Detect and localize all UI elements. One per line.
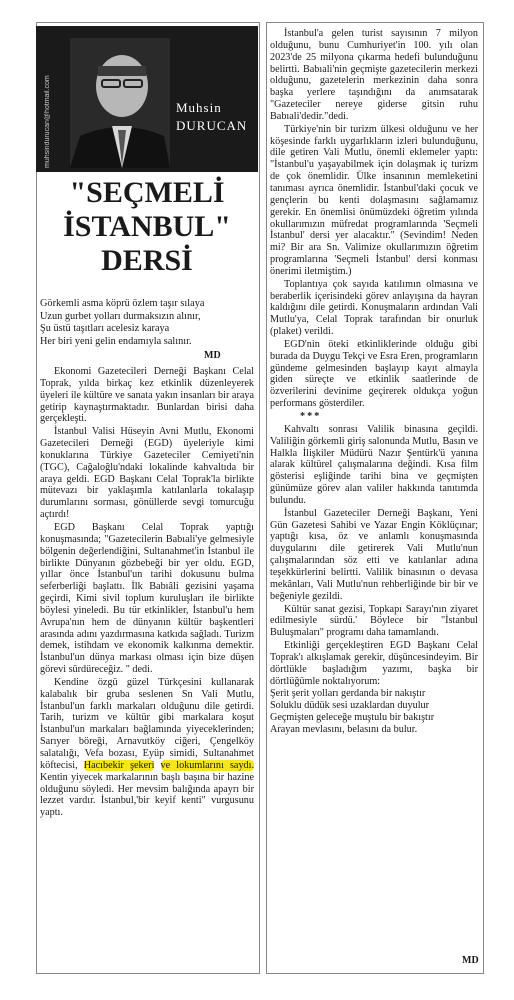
headline-line-1: "SEÇMELİ: [69, 176, 225, 209]
highlighted-text: ve lokumlarını saydı.: [160, 759, 255, 771]
left-column-text: [40, 366, 254, 820]
author-email: muhsindurucan@hotmail.com: [44, 75, 51, 168]
poem-line: Görkemli asma köprü özlem taşır sılaya: [40, 298, 205, 309]
paragraph: Kahvaltı sonrası Valilik binasına geçildi. Valiliğin görkemli giriş salonunda Mutlu, Basın ve Halkla İlişkiler Müdürü Nazır Şentürk'ü yanına alarak kültürel çalışmalarına değindi. Kısa film gösterisi eşliğinde tarihi bina ve geçmişten günümüze görev alan valiler hakkında tanıtımda bulundu.: [270, 423, 478, 506]
author-portrait: [70, 38, 170, 168]
paragraph-with-highlight: [40, 677, 254, 819]
poem-line: Uzun gurbet yolları durmaksızın alınır,: [40, 310, 201, 322]
paragraph: Türkiye'nin bir turizm ülkesi olduğunu ve her köşesinde farklı uygarlıkların izleri bulunduğunu, dile getiren Vali Mutlu, önemli eklemeler yaptı: "İstanbul'u yaşayabilmek için dolaşmak iç turizm de çok önemlidir. Ülke insanının memleketini tanıması ayrıca önemlidir. İstanbul'daki çocuk ve gençlerin bu kenti dolaşmasını sağlamamız gerekir. En önemlisi önümüzdeki öğretim yılında okullarımızın müfredat programlarında 'Seçmeli İstanbul' dersi yer alacaktır." (Sevindim! Neden mi? Bir ara Sn. Valimize okullarımızın öğretim programlarına 'Seçmeli İstanbul' dersi konması önerimi iletmiştim.): [270, 123, 478, 277]
headline: [36, 176, 258, 278]
author-last-name: DURUCAN: [176, 118, 248, 133]
paragraph: İstanbul Gazeteciler Derneği Başkanı, Yeni Gün Gazetesi Sahibi ve Yazar Engin Köklüçınar; yaptığı kısa, öz ve anlamlı konuşmasında duygularını dile getirerek Vali Mutlu'nun çalışmalarından söz etti ve katılanlar adına teşekkürlerini belirtti. Valilik binasının o devasa mekânları, Vali Mutlu'nun rehberliğinde bir bir ve beğeniyle gezildi.: [270, 507, 478, 602]
closing-poem: [270, 688, 478, 735]
poem-line: Her biri yeni gelin endamıyla salınır.: [40, 335, 192, 347]
paragraph: İstanbul'a gelen turist sayısının 7 milyon olduğunu, bunu Cumhuriyet'in 100. yılı olan 2023'de 25 milyona çıkarma hedefi bulunduğunu belirtti. Babıali'nin geçmişte gazetecilerin merkezi olduğunu, gazetelerin merkezinin daha sonra başka yerlere taşındığını da anımsatarak "Gazeteciler nereye giderse gitsin ruhu Babıali'dedir."dedi.: [270, 28, 478, 122]
section-separator: ***: [300, 411, 322, 422]
poem-line: Şu üstü taşıtları acelesiz karaya: [40, 323, 170, 335]
paragraph: EGD Başkanı Celal Toprak yaptığı konuşmasında; "Gazetecilerin Babıali'ye gelmesiyle bölgenin değerlendiğini, Sultanahmet'in İstanbul ile birlikte Dünyanın gözbebeği bir yer oldu. EGD, yıllar önce İstanbul'un tarihi dokusunu bulma seferberliği başlattı. İlk Babıâli gezisini yaşama geçirdi, Kimi sivil toplum kuruluşları ile birlikte böylesi yineledi. Bu tür etkinlikler, İstanbul'u hem Avrupa'nın hem de dünyanın kültür başkentleri arasında adını yazdırmasına katkıda sağladı. Turizm demek, istihdam ve ekonomik kalkınma demektir. İstanbul'un dünya markası olması için bize düşen görevi sürdüreceğiz. " dedi.: [40, 521, 254, 676]
paragraph: Etkinliği gerçekleştiren EGD Başkanı Celal Toprak'ı alkışlamak gerekir, düşüncesindeyim. Bir dörtlükle başladığım yazımı, başka bir dörtlüğümle noktalıyorum:: [270, 640, 478, 687]
poem-line: Arayan mevlasını, belasını da bulur.: [270, 723, 418, 735]
paragraph: Ekonomi Gazetecileri Derneği Başkanı Celal Toprak, yılda birkaç kez etkinlik düzenleyerek üyeleri ile kültüre ve sanata yakın insanları bir araya getirip kaynaştırmaktadır. Bunlardan birisi daha gerçekleşti.: [40, 366, 254, 425]
highlighted-text: Hacıbekir şekeri: [83, 759, 155, 771]
right-column-text: [270, 28, 478, 736]
signature-bottom: MD: [462, 955, 479, 966]
poem-line: Şerit şerit yolları gerdanda bir nakıştır: [270, 688, 426, 700]
paragraph-text: Kendine özgü güzel Türkçesini kullanarak kalabalık bir gruba seslenen Sn Vali Mutlu, İstanbul'un farklı markaları olduğunu dile getirdi. Tarih, turizm ve kültür gibi markalara koşut İstanbul'un markaları bağlamında yiyeceklerinden; Sarıyer böreği, Arnavutköy ciğeri, Çengelköy salatalığı, Vefa bozası, Eyüp simidi, Sultanahmet köftecisi,: [40, 676, 254, 771]
paragraph: EGD'nin öteki etkinliklerinde olduğu gibi burada da Duygu Tekçi ve Esra Eren, programların gündeme gelmesinden başlayıp kayıt almayla giden süreçte ve etkinlik saatlerinde de özverilerini devinime geçirerek oldukça yoğun performans gösterdiler.: [270, 338, 478, 410]
headline-line-2: İSTANBUL": [63, 210, 231, 243]
paragraph: Kültür sanat gezisi, Topkapı Sarayı'nın ziyaret edilmesiyle sürdü.' Böylece bir "İstanbul Buluşmaları" programı daha tamamlandı.: [270, 603, 478, 639]
paragraph: İstanbul Valisi Hüseyin Avni Mutlu, Ekonomi Gazetecileri Derneği (EGD) üyeleriyle kimi konuklarına Türkiye Gazeteciler Cemiyeti'nin (TGC), Cağaloğlu'ndaki lokalinde kahvaltıda bir araya geldi. EGD Başkanı Celal Toprak'la birlikte mütevazı bir yaklaşımla katılanlarla tokalaşıp durumlarını sorması, gönüllerde sevgi tomurcuğu açtırdı!: [40, 426, 254, 521]
poem-line: Soluklu düdük sesi uzaklardan duyulur: [270, 700, 430, 712]
headline-line-3: DERSİ: [101, 244, 193, 277]
opening-poem: [40, 298, 256, 348]
author-first-name: Muhsin: [176, 100, 222, 115]
signature-top: MD: [204, 350, 221, 361]
paragraph-text: Kentin yiyecek markalarının başlı başına bir hazine olduğunu söyledi. Her mevsim balığında apayrı bir lezzet vardır. İstanbul,'bir keyif kenti" vurgusunu yaptı.: [40, 771, 254, 819]
paragraph: Toplantıya çok sayıda katılımın olmasına ve beraberlik içerisindeki görev anlayışına da hayran kaldığını dile getirdi. Konuşmaların ardından Vali Mutlu'ya, Celal Toprak tarafından bir onurluk (plaket) verildi.: [270, 278, 478, 338]
poem-line: Geçmişten geleceğe muştulu bir bakıştır: [270, 712, 435, 724]
